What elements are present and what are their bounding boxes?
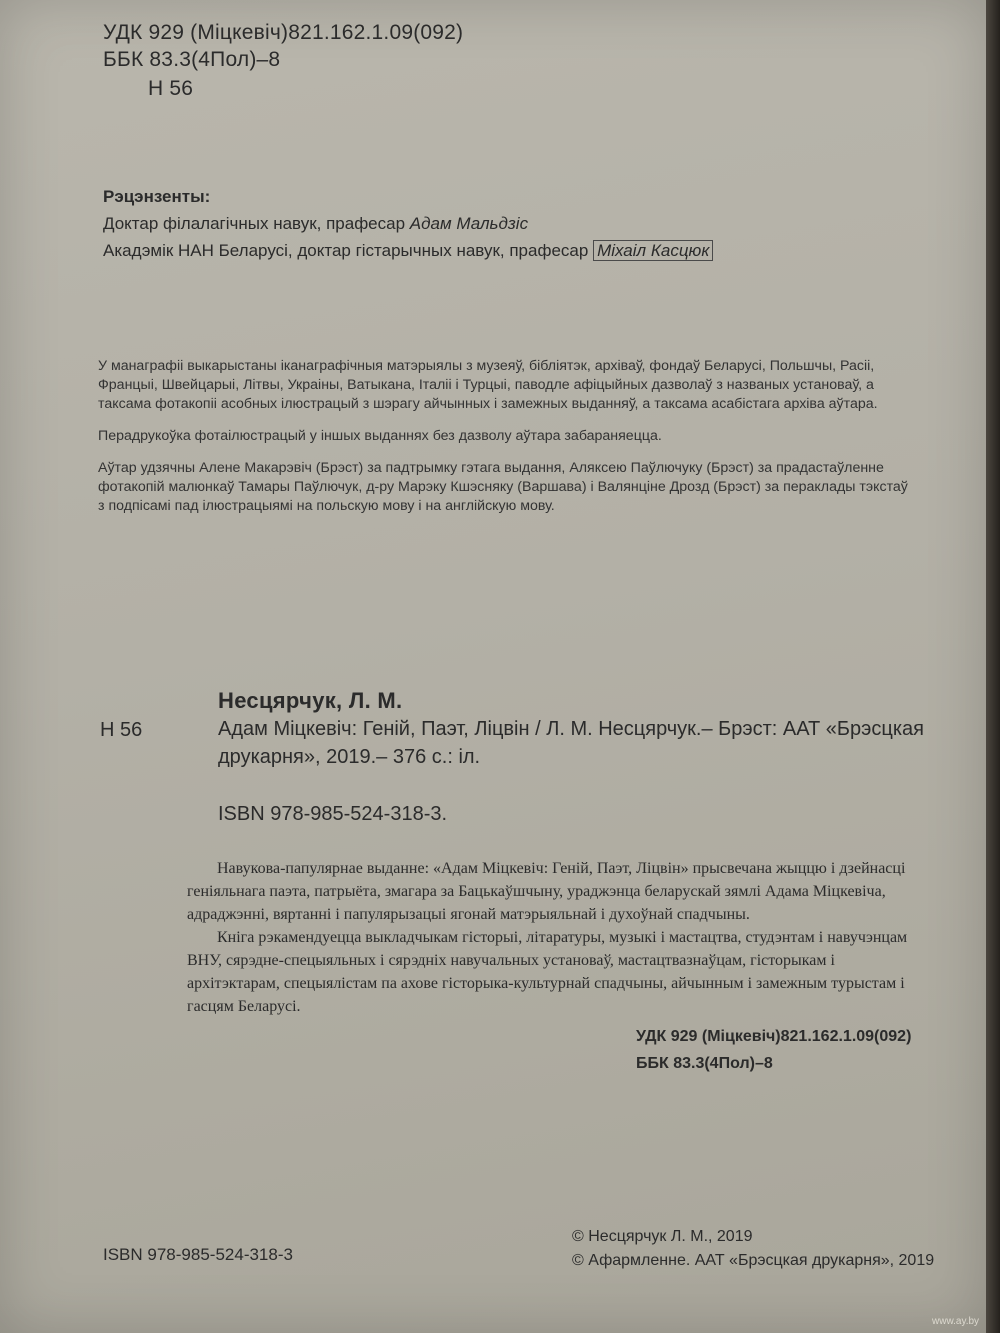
reviewer-1-title: Доктар філалагічных навук, прафесар: [103, 214, 406, 233]
annotation-block: [187, 857, 927, 1018]
reviewer-1: [103, 210, 713, 237]
reviewer-2-title: Акадэмік НАН Беларусі, доктар гістарычных навук, прафесар: [103, 241, 589, 260]
copyright-author: © Несцярчук Л. М., 2019: [572, 1228, 753, 1245]
catalog-author: Несцярчук, Л. М.: [218, 688, 403, 713]
annotation-paragraph-1: Навукова-папулярнае выданне: «Адам Міцкевіч: Геній, Паэт, Ліцвін» прысвечана жыццю і дзейнасці геніяльнага паэта, патрыёта, змагара за Бацькаўшчыну, ураджэнца беларускай зямлі Адама Міцкевіча, адраджэнні, вяртанні і папулярызацыі ягонай матэрыяльнай і духоўнай спадчыны.: [187, 860, 906, 923]
reviewer-1-name: Адам Мальдзіс: [409, 214, 529, 233]
bbk-code-bottom: ББК 83.3(4Пол)–8: [636, 1055, 773, 1072]
notes-block: [98, 357, 918, 529]
catalog-description: Адам Міцкевіч: Геній, Паэт, Ліцвін / Л. М. Несцярчук.– Брэст: ААТ «Брэсцкая друкарня», 2019.– 376 с.: іл.: [218, 718, 924, 768]
udk-code-top: УДК 929 (Міцкевіч)821.162.1.09(092): [103, 21, 464, 44]
bbk-code-top: ББК 83.3(4Пол)–8: [103, 48, 281, 71]
reviewer-2: [103, 237, 713, 264]
book-edge-shadow: [986, 0, 1000, 1333]
copyright-block: [572, 1225, 934, 1273]
reviewers-block: [103, 183, 713, 264]
copyright-design: © Афармленне. ААТ «Брэсцкая друкарня», 2019: [572, 1252, 935, 1269]
catalog-isbn: ISBN 978-985-524-318-3.: [218, 803, 448, 825]
catalog-author-sign: Н 56: [100, 719, 143, 741]
author-sign-top: Н 56: [148, 77, 194, 100]
bottom-codes: [636, 1023, 911, 1077]
udk-code-bottom: УДК 929 (Міцкевіч)821.162.1.09(092): [636, 1028, 912, 1045]
notes-paragraph-1: У манаграфіі выкарыстаны іканаграфічныя матэрыялы з музеяў, бібліятэк, архіваў, фондаў Беларусі, Польшчы, Расіі, Францыі, Швейцарыі, Літвы, Украіны, Ватыкана, Італіі і Турцыі, паводле афіцыйных дазволаў з названых установаў, а таксама фотакопіі асобных ілюстрацый з шэрагу айчынных і замежных выданняў, а таксама асабістага архіва аўтара.: [98, 358, 878, 412]
annotation-paragraph-2: Кніга рэкамендуецца выкладчыкам гісторыі, літаратуры, музыкі і мастацтва, студэнтам і навучэнцам ВНУ, сярэдне-спецыяльных і сярэдніх навучальных установаў, мастацтвазнаўцам, гісторыкам і архітэктарам, спецыялістам па ахове гісторыка-культурнай спадчыны, айчынным і замежным турыстам і гасцям Беларусі.: [187, 929, 908, 1015]
notes-paragraph-3: Аўтар удзячны Алене Макарэвіч (Брэст) за падтрымку гэтага выдання, Аляксею Паўлючуку (Брэст) за прадастаўленне фотакопій малюнкаў Тамары Паўлючук, д-ру Марэку Кшэсняку (Варшава) і Валянціне Дрозд (Брэст) за пераклады тэкстаў з подпісамі пад ілюстрацыямі на польскую мову і на англійскую мову.: [98, 460, 908, 514]
notes-paragraph-2: Перадрукоўка фотаілюстрацый у іншых выданнях без дазволу аўтара забараняецца.: [98, 428, 662, 444]
watermark: www.ay.by: [932, 1316, 980, 1327]
reviewers-heading: Рэцэнзенты:: [103, 187, 211, 206]
reviewer-2-name: Міхаіл Касцюк: [593, 240, 713, 261]
footer-isbn: ISBN 978-985-524-318-3: [103, 1245, 293, 1264]
